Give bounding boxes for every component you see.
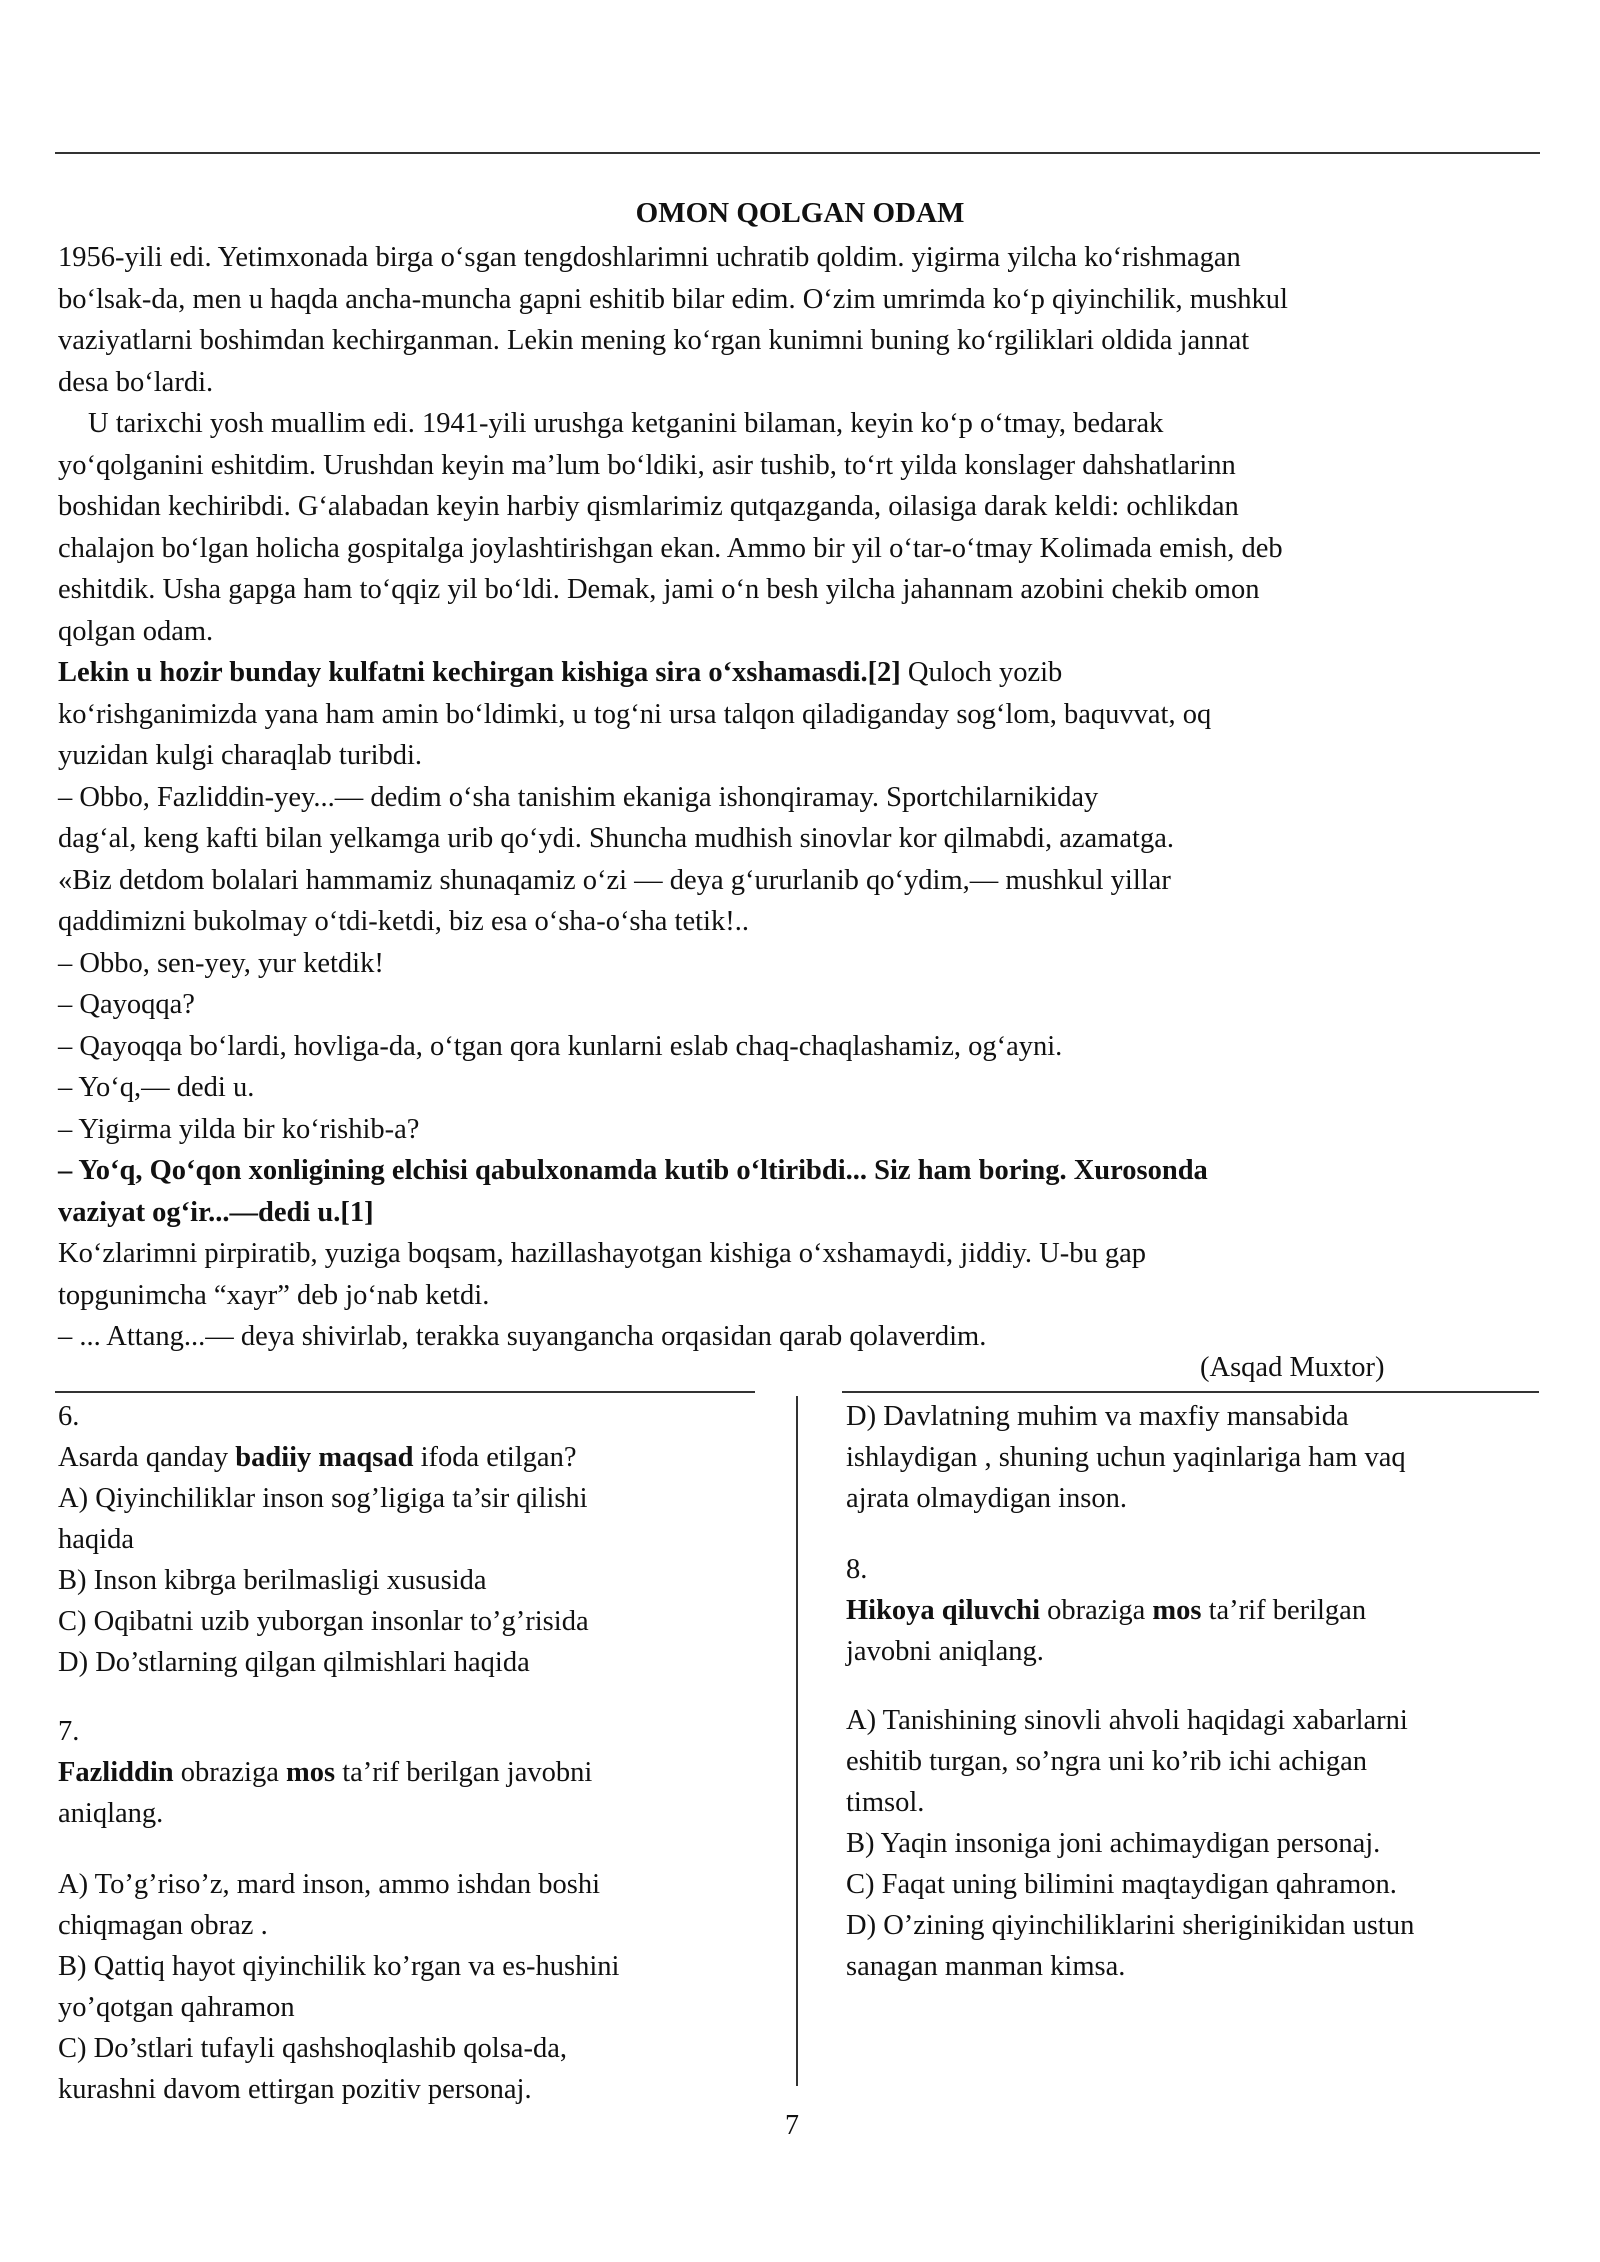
left-column-rule bbox=[55, 1391, 755, 1393]
story-line: – Qayoqqa? bbox=[58, 989, 195, 1020]
stem-text: Asarda qanday bbox=[58, 1442, 236, 1473]
story-line: – ... Attang...— deya shivirlab, terakka suyangancha orqasidan qarab qolaverdim. bbox=[58, 1321, 987, 1352]
story-text bbox=[58, 237, 1548, 1358]
option-a: A) Qiyinchiliklar inson sog’ligiga ta’sir qilishi bbox=[58, 1483, 588, 1514]
story-line: yo‘qolganini eshitdim. Urushdan keyin ma’lum bo‘ldiki, asir tushib, to‘rt yilda konslager dahshatlarinn bbox=[58, 449, 1236, 481]
question-stem bbox=[58, 1752, 758, 1793]
story-line: ko‘rishganimizda yana ham amin bo‘ldimki, u tog‘ni ursa talqon qiladiganday sog‘lom, baquvvat, oq bbox=[58, 698, 1212, 730]
option-b-cont: yo’qotgan qahramon bbox=[58, 1992, 295, 2023]
bold-line: vaziyat og‘ir...—dedi u.[1] bbox=[58, 1196, 374, 1228]
story-line-bold bbox=[58, 1192, 1548, 1234]
story-line: boshidan kechiribdi. G‘alabadan keyin harbiy qismlarimiz qutqazganda, oilasiga darak keldi: ochlikdan bbox=[58, 491, 1239, 522]
option-d-cont: ishlaydigan , shuning uchun yaqinlariga ham vaq bbox=[846, 1442, 1406, 1473]
question-stem bbox=[58, 1437, 758, 1478]
question-number: 7. bbox=[58, 1716, 80, 1747]
right-column-rule bbox=[842, 1391, 1539, 1393]
stem-text: obraziga bbox=[1040, 1595, 1153, 1626]
option-c: C) Oqibatni uzib yuborgan insonlar to’g’risida bbox=[58, 1606, 589, 1637]
question-number: 6. bbox=[58, 1401, 80, 1432]
story-line: – Qayoqqa bo‘lardi, hovliga-da, o‘tgan qora kunlarni eslab chaq-chaqlashamiz, og‘ayni. bbox=[58, 1030, 1063, 1062]
story-line-bold bbox=[58, 1150, 1548, 1192]
story-line: yuzidan kulgi charaqlab turibdi. bbox=[58, 740, 423, 771]
right-column bbox=[846, 1396, 1546, 1987]
story-line: chalajon bo‘lgan holicha gospitalga joylashtirishgan ekan. Ammo bir yil o‘tar-o‘tmay Kolimada emish, deb bbox=[58, 532, 1283, 564]
option-b: B) Qattiq hayot qiyinchilik ko’rgan va es-hushini bbox=[58, 1951, 620, 1982]
story-line: qaddimizni bukolmay o‘tdi-ketdi, biz esa o‘sha-o‘sha tetik!.. bbox=[58, 906, 749, 937]
option-a-cont: haqida bbox=[58, 1524, 134, 1555]
page-number: 7 bbox=[785, 2110, 799, 2141]
option-d: D) O’zining qiyinchiliklarini sheriginikidan ustun bbox=[846, 1910, 1415, 1941]
column-divider bbox=[796, 1396, 798, 2086]
question-number: 8. bbox=[846, 1554, 868, 1585]
stem-bold: Fazliddin bbox=[58, 1757, 174, 1788]
question-stem-cont: aniqlang. bbox=[58, 1798, 164, 1829]
option-c: C) Faqat uning bilimini maqtaydigan qahramon. bbox=[846, 1869, 1397, 1900]
option-b: B) Inson kibrga berilmasligi xususida bbox=[58, 1565, 487, 1596]
stem-bold: mos bbox=[1152, 1595, 1202, 1626]
stem-text: obraziga bbox=[173, 1757, 286, 1788]
option-a-cont: chiqmagan obraz . bbox=[58, 1910, 268, 1941]
option-d-cont: ajrata olmaydigan inson. bbox=[846, 1483, 1127, 1514]
story-line: «Biz detdom bolalari hammamiz shunaqamiz o‘zi — deya g‘ururlanib qo‘ydim,— mushkul yillar bbox=[58, 864, 1171, 896]
story-line: – Yigirma yilda bir ko‘rishib-a? bbox=[58, 1113, 420, 1145]
story-line-emphasis bbox=[58, 652, 1548, 694]
option-a-cont: eshitib turgan, so’ngra uni ko’rib ichi achigan bbox=[846, 1746, 1368, 1777]
option-c: C) Do’stlari tufayli qashshoqlashib qolsa-da, bbox=[58, 2033, 567, 2064]
story-line: – Obbo, Fazliddin-yey...— dedim o‘sha tanishim ekaniga ishonqiramay. Sportchilarnikiday bbox=[58, 781, 1099, 813]
option-a: A) Tanishining sinovli ahvoli haqidagi xabarlarni bbox=[846, 1705, 1408, 1736]
story-line: U tarixchi yosh muallim edi. 1941-yili urushga ketganini bilaman, keyin ko‘p o‘tmay, bedarak bbox=[88, 408, 1164, 439]
story-line: – Yo‘q,— dedi u. bbox=[58, 1072, 255, 1103]
option-d: D) Do’stlarning qilgan qilmishlari haqida bbox=[58, 1647, 530, 1678]
option-d-cont: sanagan manman kimsa. bbox=[846, 1951, 1126, 1982]
option-a-cont: timsol. bbox=[846, 1787, 925, 1818]
story-line: qolgan odam. bbox=[58, 615, 214, 647]
story-line: Ko‘zlarimni pirpiratib, yuziga boqsam, hazillashayotgan kishiga o‘xshamaydi, jiddiy. U-bu gap bbox=[58, 1238, 1147, 1269]
story-line: 1956-yili edi. Yetimxonada birga o‘sgan tengdoshlarimni uchratib qoldim. yigirma yilcha ko‘rishmagan bbox=[58, 242, 1241, 273]
story-line: vaziyatlarni boshimdan kechirganman. Lekin mening ko‘rgan kunimni buning ko‘rgiliklari oldida jannat bbox=[58, 325, 1250, 356]
story-line: dag‘al, keng kafti bilan yelkamga urib qo‘ydi. Shuncha mudhish sinovlar kor qilmabdi, azamatga. bbox=[58, 823, 1174, 854]
option-c-cont: kurashni davom ettirgan pozitiv personaj. bbox=[58, 2074, 532, 2105]
stem-text: ifoda etilgan? bbox=[413, 1442, 577, 1473]
option-b: B) Yaqin insoniga joni achimaydigan personaj. bbox=[846, 1828, 1381, 1859]
stem-bold: badiiy maqsad bbox=[235, 1442, 414, 1473]
story-line: – Obbo, sen-yey, yur ketdik! bbox=[58, 947, 384, 979]
option-d: D) Davlatning muhim va maxfiy mansabida bbox=[846, 1401, 1349, 1432]
question-stem-cont: javobni aniqlang. bbox=[846, 1636, 1044, 1667]
question-stem bbox=[846, 1590, 1546, 1631]
author: (Asqad Muxtor) bbox=[1200, 1352, 1385, 1383]
stem-bold: mos bbox=[285, 1757, 336, 1788]
bold-line: – Yo‘q, Qo‘qon xonligining elchisi qabulxonamda kutib o‘ltiribdi... Siz ham boring. Xurosonda bbox=[58, 1155, 1208, 1186]
story-line: bo‘lsak-da, men u haqda ancha-muncha gapni eshitib bilar edim. O‘zim umrimda ko‘p qiyinchilik, mushkul bbox=[58, 283, 1288, 315]
stem-text: ta’rif berilgan javobni bbox=[335, 1757, 593, 1788]
story-line: desa bo‘lardi. bbox=[58, 366, 214, 398]
story-title: OMON QOLGAN ODAM bbox=[635, 197, 965, 229]
story-line: topgunimcha “xayr” deb jo‘nab ketdi. bbox=[58, 1279, 490, 1311]
bold-sentence: Lekin u hozir bunday kulfatni kechirgan kishiga sira o‘xshamasdi.[2] bbox=[58, 657, 901, 688]
top-rule bbox=[55, 152, 1540, 154]
left-column bbox=[58, 1396, 758, 2110]
stem-text: ta’rif berilgan bbox=[1201, 1595, 1367, 1626]
option-a: A) To’g’riso’z, mard inson, ammo ishdan boshi bbox=[58, 1869, 601, 1900]
story-fragment: Quloch yozib bbox=[900, 657, 1063, 688]
stem-bold: Hikoya qiluvchi bbox=[846, 1595, 1041, 1626]
story-line: eshitdik. Usha gapga ham to‘qqiz yil bo‘ldi. Demak, jami o‘n besh yilcha jahannam azobini chekib omon bbox=[58, 574, 1260, 605]
